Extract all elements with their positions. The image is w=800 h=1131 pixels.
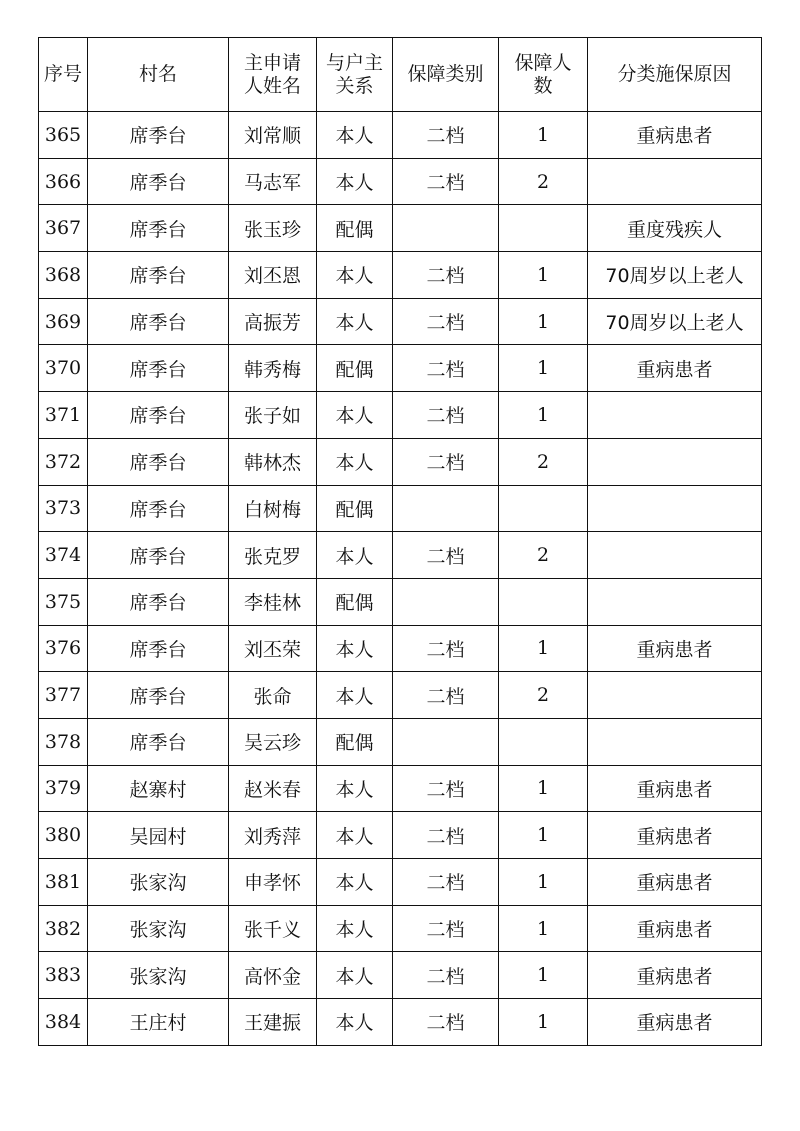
- cell-applicant-name: 申孝怀: [229, 859, 317, 906]
- table-row: [39, 485, 762, 532]
- cell-village: 席季台: [88, 205, 229, 252]
- table-row: [39, 718, 762, 765]
- table-row: [39, 252, 762, 299]
- cell-applicant-name: 张玉珍: [229, 205, 317, 252]
- table-row: [39, 859, 762, 906]
- cell-village: 席季台: [88, 252, 229, 299]
- cell-relation: 本人: [317, 392, 393, 439]
- cell-category: [393, 718, 499, 765]
- cell-persons: 1: [499, 765, 588, 812]
- cell-category: 二档: [393, 298, 499, 345]
- cell-category: 二档: [393, 765, 499, 812]
- cell-reason: 70周岁以上老人: [588, 298, 762, 345]
- cell-persons: 1: [499, 905, 588, 952]
- cell-village: 席季台: [88, 485, 229, 532]
- cell-relation: 本人: [317, 952, 393, 999]
- cell-persons: 1: [499, 952, 588, 999]
- header-relation-line1: 与户主: [325, 51, 383, 74]
- cell-persons: 1: [499, 112, 588, 159]
- cell-seq: 369: [39, 298, 88, 345]
- header-reason: 分类施保原因: [588, 38, 762, 112]
- cell-applicant-name: 高怀金: [229, 952, 317, 999]
- cell-seq: 377: [39, 672, 88, 719]
- cell-reason: [588, 672, 762, 719]
- cell-village: 席季台: [88, 718, 229, 765]
- header-seq: 序号: [39, 38, 88, 112]
- cell-persons: 1: [499, 999, 588, 1046]
- cell-village: 席季台: [88, 625, 229, 672]
- header-village: 村名: [88, 38, 229, 112]
- cell-applicant-name: 张千义: [229, 905, 317, 952]
- assistance-table: [38, 37, 762, 1046]
- cell-applicant-name: 韩林杰: [229, 438, 317, 485]
- cell-category: 二档: [393, 999, 499, 1046]
- cell-applicant-name: 高振芳: [229, 298, 317, 345]
- header-applicant: [229, 38, 317, 112]
- cell-applicant-name: 张子如: [229, 392, 317, 439]
- cell-seq: 370: [39, 345, 88, 392]
- cell-applicant-name: 刘秀萍: [229, 812, 317, 859]
- cell-village: 赵寨村: [88, 765, 229, 812]
- cell-seq: 378: [39, 718, 88, 765]
- cell-relation: 本人: [317, 298, 393, 345]
- cell-relation: 配偶: [317, 718, 393, 765]
- cell-seq: 368: [39, 252, 88, 299]
- table-row: [39, 672, 762, 719]
- cell-persons: 1: [499, 298, 588, 345]
- table-row: [39, 112, 762, 159]
- cell-persons: 1: [499, 812, 588, 859]
- cell-persons: 2: [499, 438, 588, 485]
- cell-persons: [499, 485, 588, 532]
- table-row: [39, 392, 762, 439]
- cell-reason: 重度残疾人: [588, 205, 762, 252]
- cell-category: 二档: [393, 672, 499, 719]
- cell-seq: 375: [39, 578, 88, 625]
- cell-applicant-name: 刘丕荣: [229, 625, 317, 672]
- cell-relation: 本人: [317, 252, 393, 299]
- cell-seq: 384: [39, 999, 88, 1046]
- cell-seq: 383: [39, 952, 88, 999]
- cell-applicant-name: 马志军: [229, 158, 317, 205]
- cell-applicant-name: 韩秀梅: [229, 345, 317, 392]
- cell-applicant-name: 白树梅: [229, 485, 317, 532]
- table-row: [39, 205, 762, 252]
- cell-seq: 381: [39, 859, 88, 906]
- cell-category: 二档: [393, 252, 499, 299]
- cell-reason: 70周岁以上老人: [588, 252, 762, 299]
- cell-village: 吴园村: [88, 812, 229, 859]
- cell-reason: [588, 158, 762, 205]
- cell-seq: 380: [39, 812, 88, 859]
- header-applicant-line1: 主申请: [243, 51, 301, 74]
- cell-relation: 配偶: [317, 578, 393, 625]
- cell-category: [393, 578, 499, 625]
- cell-category: 二档: [393, 438, 499, 485]
- table-row: [39, 532, 762, 579]
- cell-category: 二档: [393, 112, 499, 159]
- cell-seq: 366: [39, 158, 88, 205]
- cell-seq: 371: [39, 392, 88, 439]
- table-row: [39, 812, 762, 859]
- header-relation: [317, 38, 393, 112]
- cell-village: 席季台: [88, 392, 229, 439]
- cell-reason: 重病患者: [588, 345, 762, 392]
- cell-reason: [588, 485, 762, 532]
- cell-applicant-name: 刘丕恩: [229, 252, 317, 299]
- cell-reason: 重病患者: [588, 999, 762, 1046]
- cell-category: 二档: [393, 905, 499, 952]
- cell-village: 王庄村: [88, 999, 229, 1046]
- cell-persons: 1: [499, 392, 588, 439]
- cell-relation: 本人: [317, 905, 393, 952]
- header-row: [39, 38, 762, 112]
- table-row: [39, 158, 762, 205]
- table-body: [39, 112, 762, 1046]
- table-row: [39, 952, 762, 999]
- cell-village: 席季台: [88, 672, 229, 719]
- cell-village: 张家沟: [88, 859, 229, 906]
- cell-category: 二档: [393, 859, 499, 906]
- cell-applicant-name: 赵米春: [229, 765, 317, 812]
- cell-village: 张家沟: [88, 952, 229, 999]
- cell-relation: 本人: [317, 158, 393, 205]
- cell-reason: 重病患者: [588, 625, 762, 672]
- cell-applicant-name: 刘常顺: [229, 112, 317, 159]
- cell-relation: 本人: [317, 812, 393, 859]
- header-persons-line1: 保障人: [514, 51, 572, 74]
- cell-applicant-name: 张命: [229, 672, 317, 719]
- cell-relation: 本人: [317, 532, 393, 579]
- cell-applicant-name: 吴云珍: [229, 718, 317, 765]
- cell-persons: [499, 578, 588, 625]
- table-row: [39, 625, 762, 672]
- header-persons: [499, 38, 588, 112]
- cell-relation: 本人: [317, 625, 393, 672]
- cell-relation: 配偶: [317, 205, 393, 252]
- cell-category: 二档: [393, 392, 499, 439]
- cell-persons: 1: [499, 345, 588, 392]
- table-row: [39, 765, 762, 812]
- cell-village: 席季台: [88, 112, 229, 159]
- cell-village: 张家沟: [88, 905, 229, 952]
- cell-reason: [588, 578, 762, 625]
- cell-seq: 379: [39, 765, 88, 812]
- cell-category: 二档: [393, 532, 499, 579]
- cell-relation: 本人: [317, 765, 393, 812]
- cell-reason: 重病患者: [588, 765, 762, 812]
- cell-persons: [499, 718, 588, 765]
- cell-category: 二档: [393, 952, 499, 999]
- cell-village: 席季台: [88, 438, 229, 485]
- cell-village: 席季台: [88, 578, 229, 625]
- cell-seq: 367: [39, 205, 88, 252]
- table-row: [39, 298, 762, 345]
- cell-seq: 382: [39, 905, 88, 952]
- cell-category: [393, 485, 499, 532]
- cell-persons: 2: [499, 158, 588, 205]
- cell-relation: 本人: [317, 672, 393, 719]
- cell-village: 席季台: [88, 298, 229, 345]
- cell-relation: 本人: [317, 112, 393, 159]
- cell-relation: 本人: [317, 999, 393, 1046]
- header-category: 保障类别: [393, 38, 499, 112]
- cell-seq: 365: [39, 112, 88, 159]
- table-row: [39, 578, 762, 625]
- cell-category: 二档: [393, 345, 499, 392]
- cell-applicant-name: 张克罗: [229, 532, 317, 579]
- cell-seq: 372: [39, 438, 88, 485]
- cell-reason: [588, 438, 762, 485]
- cell-persons: 2: [499, 672, 588, 719]
- cell-category: 二档: [393, 812, 499, 859]
- table-row: [39, 999, 762, 1046]
- header-relation-line2: 关系: [335, 74, 374, 97]
- cell-relation: 配偶: [317, 345, 393, 392]
- header-persons-line2: 数: [533, 74, 553, 97]
- cell-relation: 本人: [317, 438, 393, 485]
- cell-persons: 1: [499, 859, 588, 906]
- cell-reason: [588, 718, 762, 765]
- cell-reason: [588, 532, 762, 579]
- table-row: [39, 345, 762, 392]
- table-row: [39, 905, 762, 952]
- cell-village: 席季台: [88, 532, 229, 579]
- cell-village: 席季台: [88, 345, 229, 392]
- cell-relation: 本人: [317, 859, 393, 906]
- cell-reason: 重病患者: [588, 859, 762, 906]
- cell-category: 二档: [393, 158, 499, 205]
- cell-applicant-name: 李桂林: [229, 578, 317, 625]
- cell-persons: [499, 205, 588, 252]
- cell-reason: 重病患者: [588, 812, 762, 859]
- cell-seq: 376: [39, 625, 88, 672]
- cell-seq: 373: [39, 485, 88, 532]
- cell-reason: [588, 392, 762, 439]
- cell-category: 二档: [393, 625, 499, 672]
- cell-reason: 重病患者: [588, 112, 762, 159]
- cell-category: [393, 205, 499, 252]
- cell-persons: 1: [499, 625, 588, 672]
- cell-persons: 1: [499, 252, 588, 299]
- cell-applicant-name: 王建振: [229, 999, 317, 1046]
- cell-reason: 重病患者: [588, 952, 762, 999]
- cell-reason: 重病患者: [588, 905, 762, 952]
- cell-relation: 配偶: [317, 485, 393, 532]
- cell-seq: 374: [39, 532, 88, 579]
- cell-village: 席季台: [88, 158, 229, 205]
- cell-persons: 2: [499, 532, 588, 579]
- header-applicant-line2: 人姓名: [243, 74, 301, 97]
- table-row: [39, 438, 762, 485]
